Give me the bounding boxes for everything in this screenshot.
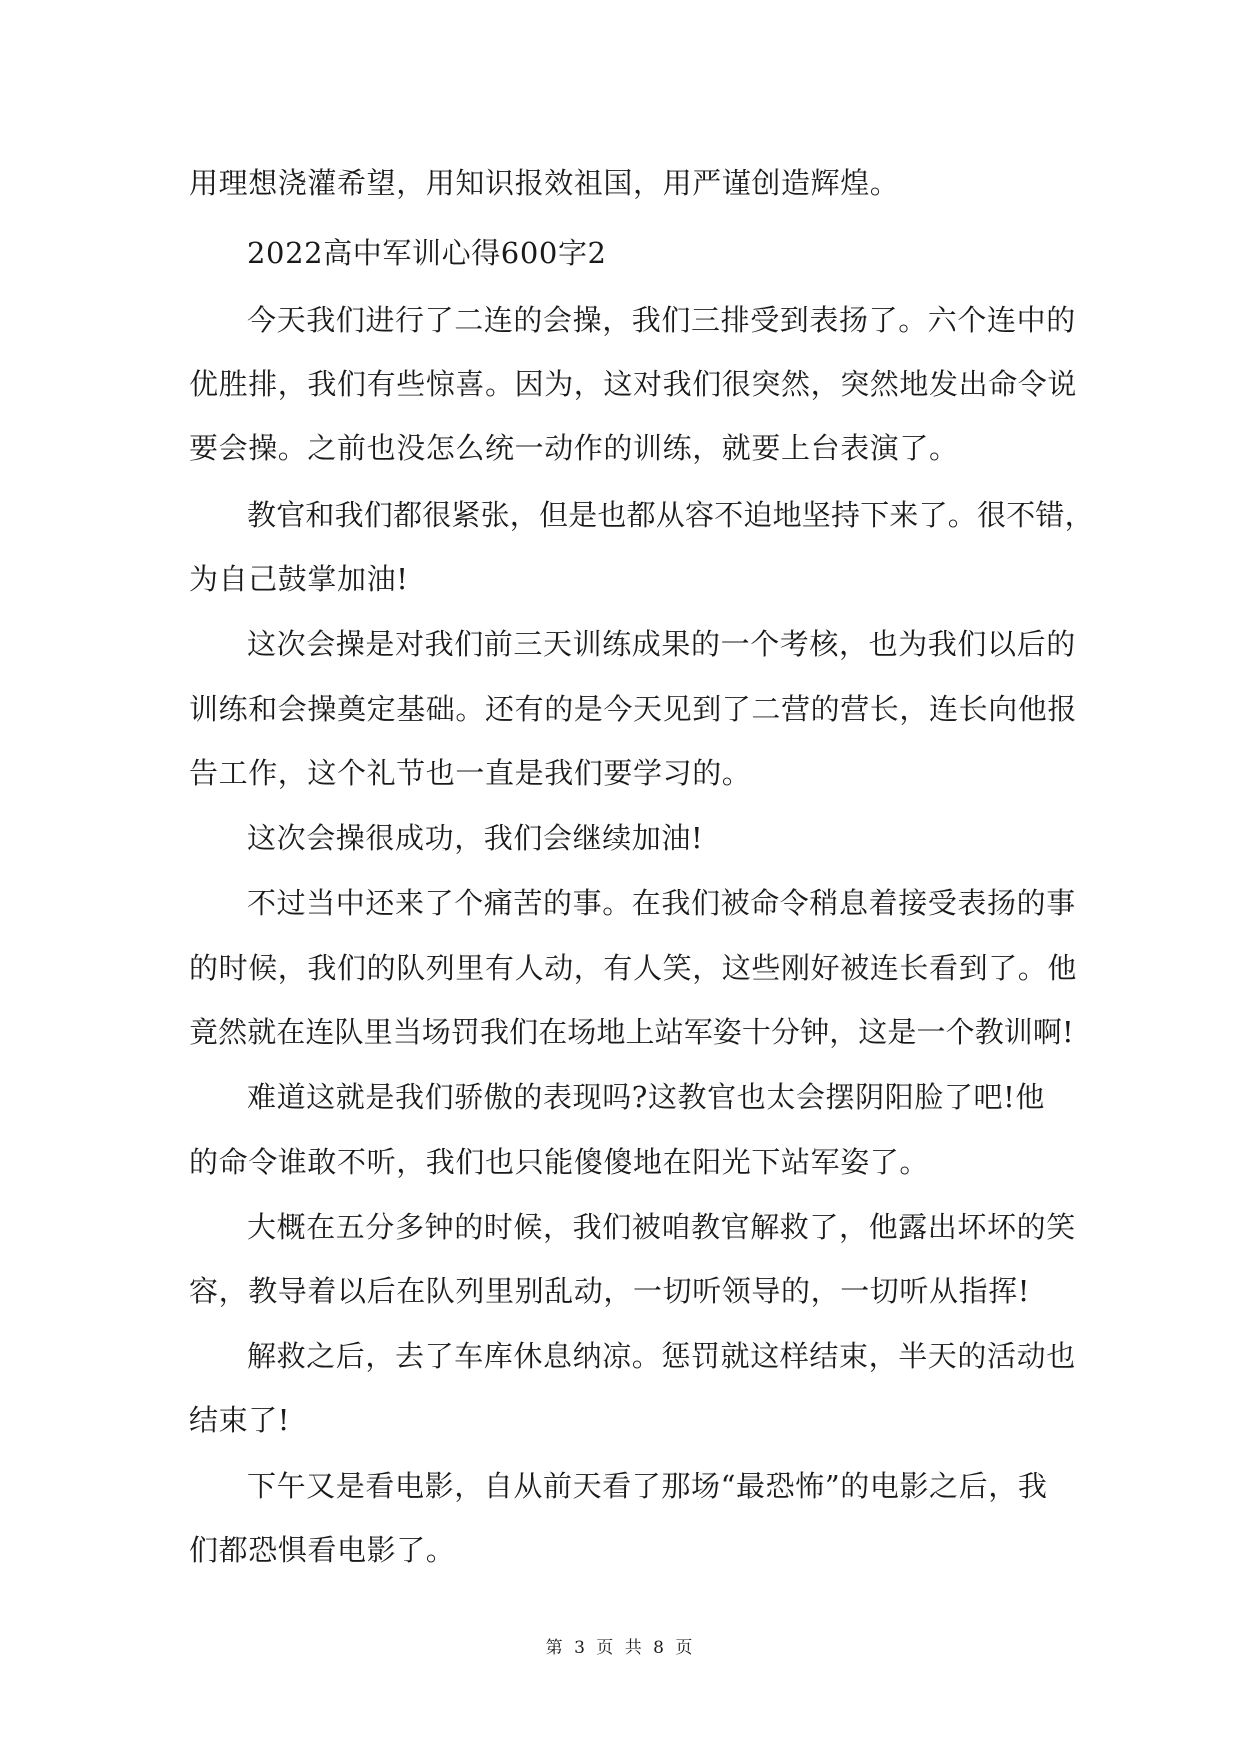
text-line: 竟然就在连队里当场罚我们在场地上站军姿十分钟，这是一个教训啊! — [189, 1015, 1074, 1049]
text-line: 的命令谁敢不听，我们也只能傻傻地在阳光下站军姿了。 — [189, 1145, 930, 1179]
text-line: 告工作，这个礼节也一直是我们要学习的。 — [189, 756, 752, 790]
text-line: 结束了! — [189, 1403, 291, 1437]
text-line: 用理想浇灌希望，用知识报效祖国，用严谨创造辉煌。 — [189, 166, 900, 200]
text-line: 不过当中还来了个痛苦的事。在我们被命令稍息着接受表扬的事 — [247, 886, 1076, 920]
text-line: 今天我们进行了二连的会操，我们三排受到表扬了。六个连中的 — [247, 303, 1076, 337]
text-line: 这次会操是对我们前三天训练成果的一个考核，也为我们以后的 — [247, 627, 1076, 661]
text-line: 们都恐惧看电影了。 — [189, 1533, 456, 1567]
text-line: 这次会操很成功，我们会继续加油! — [247, 821, 704, 855]
text-line: 训练和会操奠定基础。还有的是今天见到了二营的营长，连长向他报 — [189, 692, 1078, 726]
text-line: 解救之后，去了车库休息纳凉。惩罚就这样结束，半天的活动也 — [247, 1339, 1076, 1373]
text-line: 为自己鼓掌加油! — [189, 562, 409, 596]
text-line: 优胜排，我们有些惊喜。因为，这对我们很突然，突然地发出命令说 — [189, 367, 1078, 401]
text-line: 难道这就是我们骄傲的表现吗?这教官也太会摆阴阳脸了吧!他 — [247, 1080, 1046, 1114]
text-line: 下午又是看电影，自从前天看了那场“最恐怖”的电影之后，我 — [247, 1469, 1048, 1503]
text-line: 的时候，我们的队列里有人动，有人笑，这些刚好被连长看到了。他 — [189, 951, 1078, 985]
page-number-footer: 第 3 页 共 8 页 — [545, 1638, 696, 1658]
text-line: 教官和我们都很紧张，但是也都从容不迫地坚持下来了。很不错， — [247, 498, 1094, 532]
section-heading: 2022高中军训心得600字2 — [247, 236, 607, 270]
text-line: 要会操。之前也没怎么统一动作的训练，就要上台表演了。 — [189, 431, 959, 465]
text-line: 容，教导着以后在队列里别乱动，一切听领导的，一切听从指挥! — [189, 1274, 1031, 1308]
text-line: 大概在五分多钟的时候，我们被咱教官解救了，他露出坏坏的笑 — [247, 1210, 1076, 1244]
